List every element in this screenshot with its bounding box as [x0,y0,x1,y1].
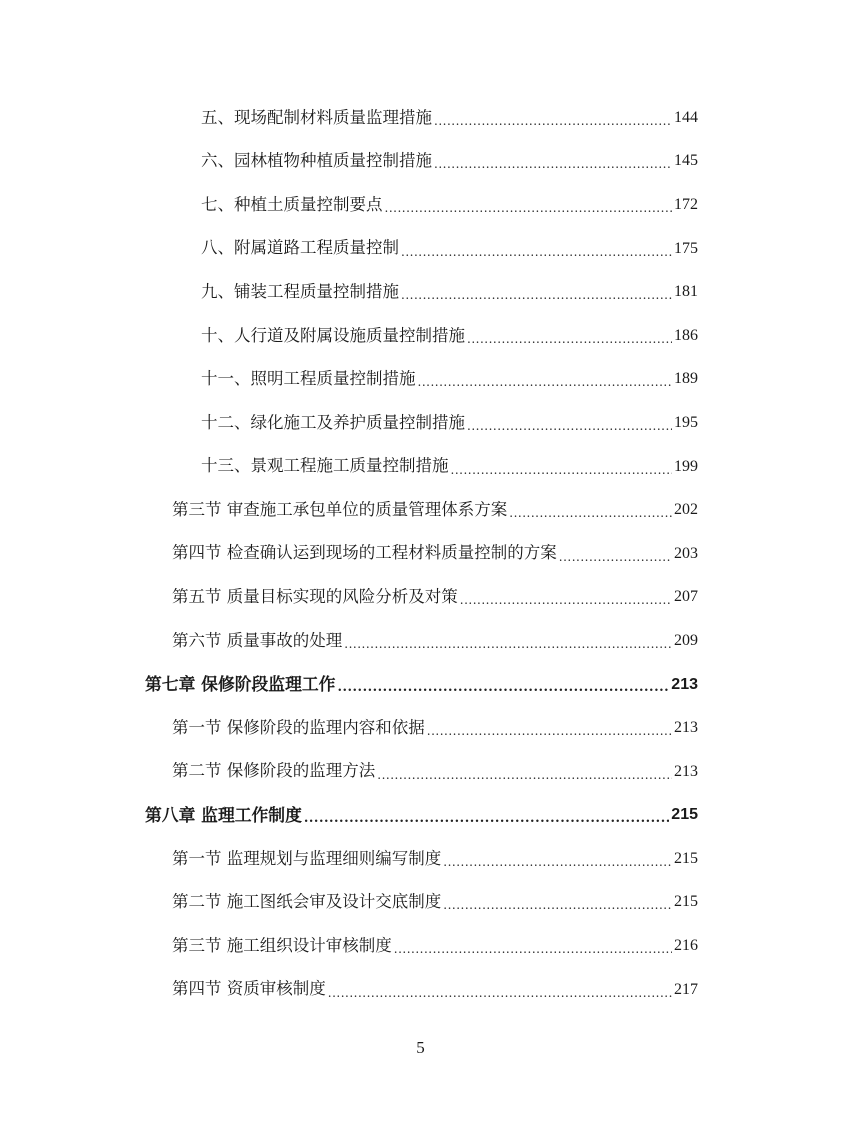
toc-entry-page: 172 [674,195,698,213]
toc-entry-page: 209 [674,631,698,649]
toc-section-entry[interactable] [0,576,841,620]
toc-dot-leader [385,202,673,214]
toc-entry-title: 五、现场配制材料质量监理措施 [201,107,432,127]
toc-chapter-entry[interactable] [0,663,841,707]
toc-dot-leader [344,638,672,650]
toc-dot-leader [401,246,672,258]
toc-section-entry[interactable] [0,532,841,576]
toc-dot-leader [434,158,672,170]
toc-subsection-entry[interactable] [0,183,841,227]
toc-entry-title: 第四节 资质审核制度 [172,979,326,999]
toc-entry-page: 186 [674,326,698,344]
toc-entry-page: 217 [674,980,698,998]
toc-entry-page: 216 [674,937,698,955]
toc-entry-page: 202 [674,501,698,519]
toc-dot-leader [337,681,669,694]
toc-entry-page: 199 [674,457,698,475]
toc-entry-page: 207 [674,588,698,606]
page-number: 5 [416,1038,425,1057]
toc-entry-page: 215 [674,849,698,867]
toc-subsection-entry[interactable] [0,401,841,445]
toc-entry-page: 215 [674,893,698,911]
toc-section-entry[interactable] [0,924,841,968]
toc-entry-page: 144 [674,108,698,126]
toc-entry-title: 九、铺装工程质量控制措施 [201,281,399,301]
toc-section-entry[interactable] [0,837,841,881]
toc-entry-title: 第一节 保修阶段的监理内容和依据 [172,717,425,737]
toc-dot-leader [509,507,672,519]
toc-entry-page: 215 [671,806,698,824]
toc-subsection-entry[interactable] [0,358,841,402]
toc-subsection-entry[interactable] [0,140,841,184]
toc-entry-title: 第二节 保修阶段的监理方法 [172,761,376,781]
toc-dot-leader [451,464,673,476]
toc-dot-leader [460,594,672,606]
toc-dot-leader [434,115,672,127]
toc-entry-page: 213 [671,675,698,693]
toc-dot-leader [467,420,672,432]
toc-entry-title: 第四节 检查确认运到现场的工程材料质量控制的方案 [172,543,557,563]
toc-entry-page: 203 [674,544,698,562]
toc-subsection-entry[interactable] [0,227,841,271]
toc-dot-leader [377,769,672,781]
table-of-contents [0,96,841,1011]
toc-dot-leader [427,725,672,737]
toc-dot-leader [328,987,672,999]
toc-section-entry[interactable] [0,706,841,750]
toc-dot-leader [443,856,672,868]
toc-dot-leader [418,376,673,388]
toc-section-entry[interactable] [0,619,841,663]
toc-entry-title: 十、人行道及附属设施质量控制措施 [201,325,465,345]
toc-entry-page: 213 [674,762,698,780]
toc-entry-title: 八、附属道路工程质量控制 [201,238,399,258]
toc-entry-title: 十一、照明工程质量控制措施 [201,369,416,389]
toc-entry-title: 第三节 施工组织设计审核制度 [172,935,392,955]
toc-subsection-entry[interactable] [0,96,841,140]
toc-dot-leader [559,551,672,563]
toc-entry-page: 189 [674,370,698,388]
toc-subsection-entry[interactable] [0,314,841,358]
toc-entry-title: 六、园林植物种植质量控制措施 [201,151,432,171]
toc-chapter-entry[interactable] [0,794,841,838]
toc-entry-page: 195 [674,413,698,431]
toc-entry-title: 十三、景观工程施工质量控制措施 [201,456,449,476]
toc-subsection-entry[interactable] [0,270,841,314]
toc-entry-page: 213 [674,719,698,737]
toc-dot-leader [467,333,672,345]
toc-entry-title: 第八章 监理工作制度 [145,804,302,825]
toc-dot-leader [443,899,672,911]
toc-entry-title: 十二、绿化施工及养护质量控制措施 [201,412,465,432]
toc-entry-title: 七、种植土质量控制要点 [201,194,383,214]
toc-subsection-entry[interactable] [0,445,841,489]
toc-entry-page: 175 [674,239,698,257]
toc-section-entry[interactable] [0,968,841,1012]
toc-entry-title: 第三节 审查施工承包单位的质量管理体系方案 [172,499,508,519]
toc-entry-page: 145 [674,152,698,170]
toc-entry-title: 第六节 质量事故的处理 [172,630,343,650]
toc-section-entry[interactable] [0,881,841,925]
toc-entry-title: 第二节 施工图纸会审及设计交底制度 [172,892,442,912]
toc-entry-title: 第五节 质量目标实现的风险分析及对策 [172,587,458,607]
toc-dot-leader [394,943,672,955]
toc-section-entry[interactable] [0,488,841,532]
toc-section-entry[interactable] [0,750,841,794]
toc-entry-title: 第一节 监理规划与监理细则编写制度 [172,848,442,868]
toc-entry-page: 181 [674,283,698,301]
toc-entry-title: 第七章 保修阶段监理工作 [145,674,336,695]
toc-dot-leader [401,289,672,301]
toc-dot-leader [304,812,669,825]
